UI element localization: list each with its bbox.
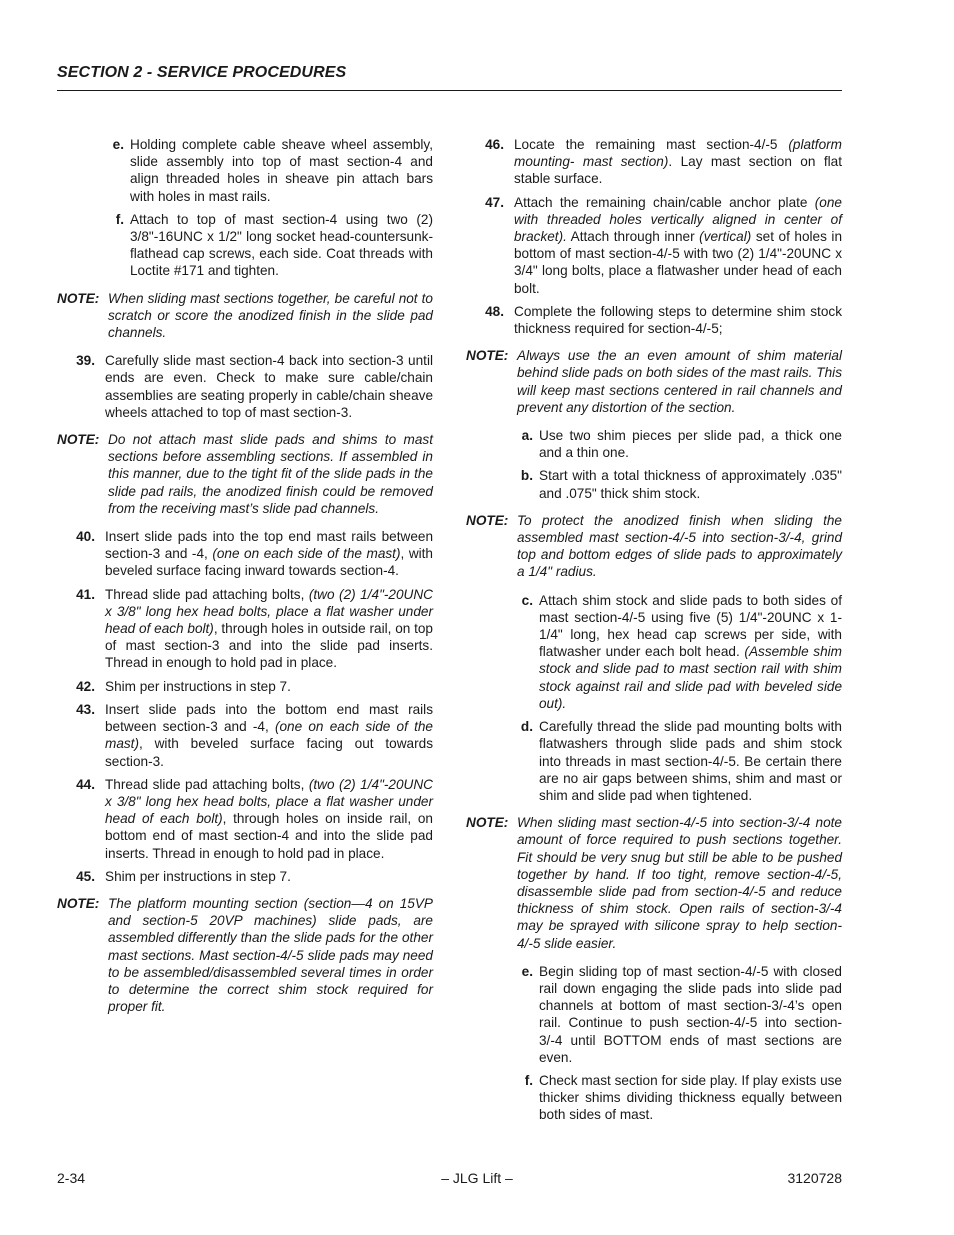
substep-e: [466, 963, 842, 1066]
header-divider: [57, 90, 842, 91]
substep-label: f.: [115, 211, 124, 227]
step-text: Locate the remaining mast section-4/-5 (platform mounting- mast section). Lay mast section on flat stable surface.: [514, 137, 842, 187]
substep-label: b.: [520, 468, 533, 484]
note-label: NOTE:: [466, 348, 509, 364]
substep-text: Use two shim pieces per slide pad, a thick one and a thin one.: [539, 428, 842, 461]
substep-text: Check mast section for side play. If play exists use thicker shims dividing thickness equally between both sides of mast.: [539, 1072, 842, 1123]
step-text: Insert slide pads into the top end mast rails between section-3 and -4, (one on each side of the mast), with beveled surface facing inward towards section-4.: [105, 529, 433, 579]
substep-label: f.: [524, 1072, 533, 1088]
note-label: NOTE:: [466, 815, 509, 831]
step-39: [57, 352, 433, 421]
substep-text: Start with a total thickness of approximately .035" and .075" thick shim stock.: [539, 468, 842, 501]
substep-b: [466, 467, 842, 501]
section-title: SECTION 2 - SERVICE PROCEDURES: [57, 64, 347, 81]
substep-text: Attach shim stock and slide pads to both sides of mast section-4/-5 using five (5) 1/4"-20UNC x 1-1/4" long, hex head cap screws per side, with flatwasher under each bolt head. (Assemble shim stock and slide pad to mast section rail with shim stock against rail and slide pad with beveled side out).: [539, 592, 842, 711]
note-text: To protect the anodized finish when sliding the assembled mast section-4/-5 into section-3/-4, grind top and bottom edges of slide pads to approximately a 1/4" radius.: [517, 512, 842, 580]
step-43: [57, 701, 433, 770]
step-text: Thread slide pad attaching bolts, (two (2) 1/4"-20UNC x 3/8" long hex head bolts, place a flat washer under head of each bolt), through holes in outside rail, on top of mast section-3 and into the slide pad inserts. Thread in enough to hold pad in place.: [105, 586, 433, 671]
step-number: 42.: [76, 678, 95, 694]
substep-text: Attach to top of mast section-4 using two (2) 3/8"-16UNC x 1/2" long socket head-countersunk-flathead cap screws, each side. Coat threads with Loctite #171 and tighten.: [130, 211, 433, 279]
step-41: [57, 586, 433, 672]
note-label: NOTE:: [57, 895, 100, 911]
substep-c: [466, 592, 842, 712]
step-number: 47.: [485, 194, 504, 210]
note-block: [57, 895, 433, 1015]
step-number: 39.: [76, 353, 95, 369]
note-text: Do not attach mast slide pads and shims to mast sections before assembling sections. If assembled in this manner, due to the tight fit of the slide pads in the slide pad rails, the anodized finish could be removed from the receiving mast’s slide pad channels.: [108, 432, 433, 516]
note-block: [466, 512, 842, 581]
note-label: NOTE:: [57, 290, 100, 306]
step-42: [57, 678, 433, 695]
step-text: Complete the following steps to determine shim stock thickness required for section-4/-5;: [514, 303, 842, 337]
note-label: NOTE:: [466, 512, 509, 528]
step-number: 46.: [485, 137, 504, 152]
step-44: [57, 776, 433, 862]
note-text: The platform mounting section (section—4 on 15VP and section-5 20VP machines) slide pads, are assembled differently than the slide pads for the other mast sections. Mast section-4/-5 slide pads may need to be assembled/disassembled several times in order to determine the correct shim stock required for proper fit.: [108, 895, 433, 1015]
right-column: [466, 136, 842, 1130]
left-column: [57, 136, 433, 1026]
substep-a: [466, 427, 842, 461]
step-number: 45.: [76, 868, 95, 884]
step-47: [466, 194, 842, 297]
step-number: 40.: [76, 529, 95, 545]
step-45: [57, 868, 433, 885]
substep-f: [57, 211, 433, 280]
step-text: Shim per instructions in step 7.: [105, 868, 291, 884]
substep-label: e.: [112, 137, 124, 152]
page-number: 2-34: [57, 1170, 86, 1186]
step-text: Attach the remaining chain/cable anchor plate (one with threaded holes vertically aligned in center of bracket). Attach through inner (vertical) set of holes in bottom of mast section-4/-5 with two (2) 1/4"-20UNC x 3/4" long bolts, place a flatwasher under head of each bolt.: [514, 194, 842, 296]
document-number: 3120728: [787, 1170, 842, 1186]
step-text: Shim per instructions in step 7.: [105, 678, 291, 694]
step-text: Thread slide pad attaching bolts, (two (2) 1/4"-20UNC x 3/8" long hex head bolts, place a flat washer under head of each bolt), through holes on inside rail, on bottom end of mast section-4 and into the slide pad inserts. Thread in enough to hold pad in place.: [105, 776, 433, 861]
note-text: When sliding mast section-4/-5 into section-3/-4 note amount of force required to push sections together. Fit should be very snug but still be able to be pushed together by hand. If too tight, remove section-4/-5, disassemble slide pad from section-4/-5 and reduce thickness of shim stock. Open rails of section-3/-4 may be sprayed with silicone spray to help section-4/-5 slide easier.: [517, 815, 842, 951]
substep-label: a.: [521, 428, 533, 444]
substep-text: Holding complete cable sheave wheel assembly, slide assembly into top of mast section-4 and align threaded holes in sheave pin attach bars with holes in mast rails.: [130, 137, 433, 204]
substep-label: c.: [521, 592, 533, 608]
step-number: 48.: [485, 303, 504, 319]
step-46: [466, 136, 842, 188]
substep-label: e.: [521, 963, 533, 979]
footer-brand: – JLG Lift –: [441, 1170, 513, 1186]
step-text: Insert slide pads into the bottom end mast rails between section-3 and -4, (one on each side of the mast), with beveled surface facing out towards section-3.: [105, 701, 433, 769]
note-block: [466, 347, 842, 416]
substep-e: [57, 136, 433, 205]
note-text: When sliding mast sections together, be careful not to scratch or score the anodized finish in the slide pad channels.: [108, 290, 433, 341]
step-40: [57, 528, 433, 580]
substep-text: Carefully thread the slide pad mounting bolts with flatwashers through slide pads and shim stock into threads in mast section-4/-5. Be certain there are no air gaps between shims, shim and mast or shim and slide pad when tightened.: [539, 719, 842, 803]
step-text: Carefully slide mast section-4 back into section-3 until ends are even. Check to make sure cable/chain assemblies are seating properly in cable/chain sheave wheels attached to top of mast section-3.: [105, 353, 433, 420]
note-block: [466, 814, 842, 952]
substep-label: d.: [520, 719, 533, 735]
substep-f: [466, 1072, 842, 1124]
note-text: Always use the an even amount of shim material behind slide pads on both sides of the mast rails. This will keep mast sections centered in rail channels and prevent any distortion of the section.: [517, 348, 842, 415]
step-number: 44.: [76, 776, 95, 792]
note-block: [57, 290, 433, 342]
substep-text: Begin sliding top of mast section-4/-5 with closed rail down engaging the slide pads into slide pad channels at bottom of mast section-3/-4’s open rail. Continue to push section-4/-5 into section-3/-4 until BOTTOM ends of mast sections are even.: [539, 963, 842, 1065]
note-block: [57, 431, 433, 517]
step-number: 43.: [76, 701, 95, 717]
step-48: [466, 303, 842, 337]
note-label: NOTE:: [57, 432, 100, 448]
step-number: 41.: [76, 586, 95, 602]
substep-d: [466, 718, 842, 804]
